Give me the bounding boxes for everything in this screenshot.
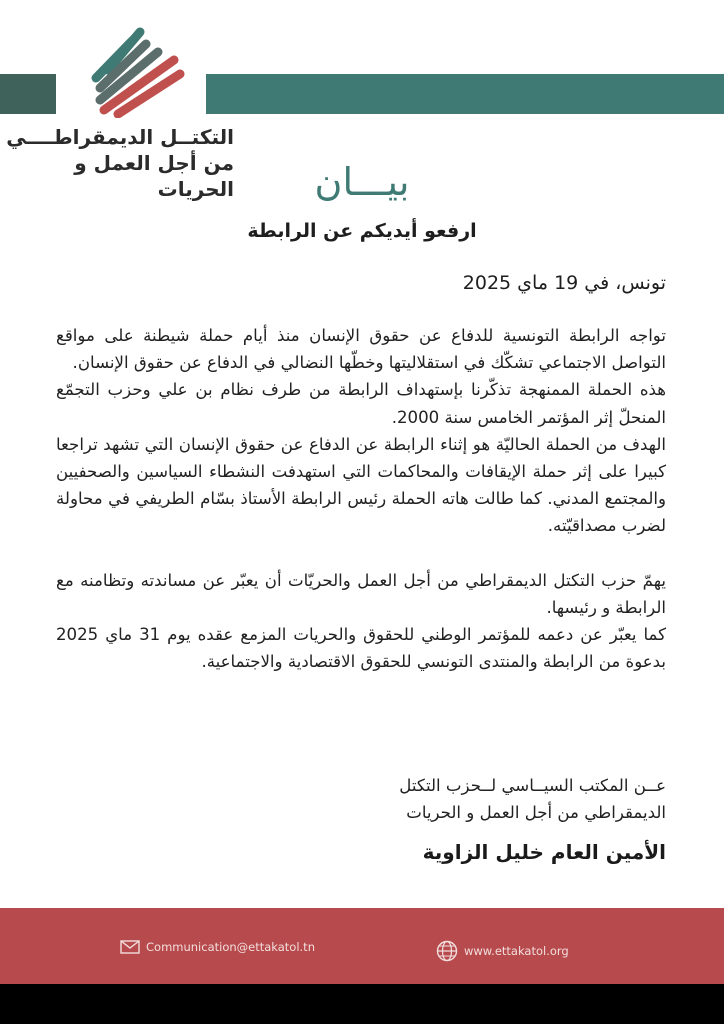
footer-bar: [0, 908, 724, 984]
party-logo: [78, 18, 188, 118]
footer-website[interactable]: [436, 940, 569, 962]
signature-block: [399, 772, 666, 826]
globe-icon: [436, 940, 458, 962]
signatory: الأمين العام خليل الزاوية: [422, 840, 666, 864]
party-name-line2: من أجل العمل و الحريات: [74, 151, 234, 201]
paragraph: هذه الحملة الممنهجة تذكّرنا بإستهداف الرابطة من طرف نظام بن علي وحزب التجمّع المنحلّ إثر المؤتمر الخامس سنة 2000.: [56, 380, 666, 427]
signature-line1: عــن المكتب السيــاسي لــحزب التكتل: [399, 776, 666, 795]
document-subtitle: ارفعو أيديكم عن الرابطة: [247, 220, 477, 242]
header-bar-left: [0, 74, 56, 114]
email-text: Communication@ettakatol.tn: [146, 940, 315, 954]
document-title: بيـــان: [314, 160, 410, 204]
header-bar-right: [206, 74, 724, 114]
document-date: تونس، في 19 ماي 2025: [462, 272, 666, 294]
paragraph-gap: [56, 540, 666, 567]
paragraph: تواجه الرابطة التونسية للدفاع عن حقوق الإنسان منذ أيام حملة شيطنة على مواقع التواصل الاجتماعي تشكّك في استقلاليتها وخطّها النضالي في الدفاع عن حقوق الإنسان.: [56, 326, 666, 373]
envelope-icon: [120, 940, 140, 954]
bottom-black-band: [0, 984, 724, 1024]
party-name-line1: التكتــل الديمقراطــــي: [6, 125, 234, 149]
signature-line2: الديمقراطي من أجل العمل و الحريات: [406, 803, 666, 822]
document-body: [56, 322, 666, 675]
paragraph: الهدف من الحملة الحاليّة هو إثناء الرابطة عن الدفاع عن حقوق الإنسان التي تشهد تراجعا كبيرا على إثر حملة الإيقافات والمحاكمات التي استهدفت النشطاء السياسين والصحفيين والمجتمع المدني. كما طالت هاته الحملة رئيس الرابطة الأستاذ بسّام الطريفي في محاولة لضرب مصداقيّته.: [56, 434, 666, 536]
website-text: www.ettakatol.org: [464, 944, 569, 958]
footer-email[interactable]: [120, 940, 315, 954]
paragraph: كما يعبّر عن دعمه للمؤتمر الوطني للحقوق والحريات المزمع عقده يوم 31 ماي 2025 بدعوة من الرابطة والمنتدى التونسي للحقوق الاقتصادية والاجتماعية.: [56, 625, 667, 672]
paragraph: يهمّ حزب التكتل الديمقراطي من أجل العمل والحريّات أن يعبّر عن مساندته وتظامنه مع الرابطة و رئيسها.: [56, 570, 666, 617]
